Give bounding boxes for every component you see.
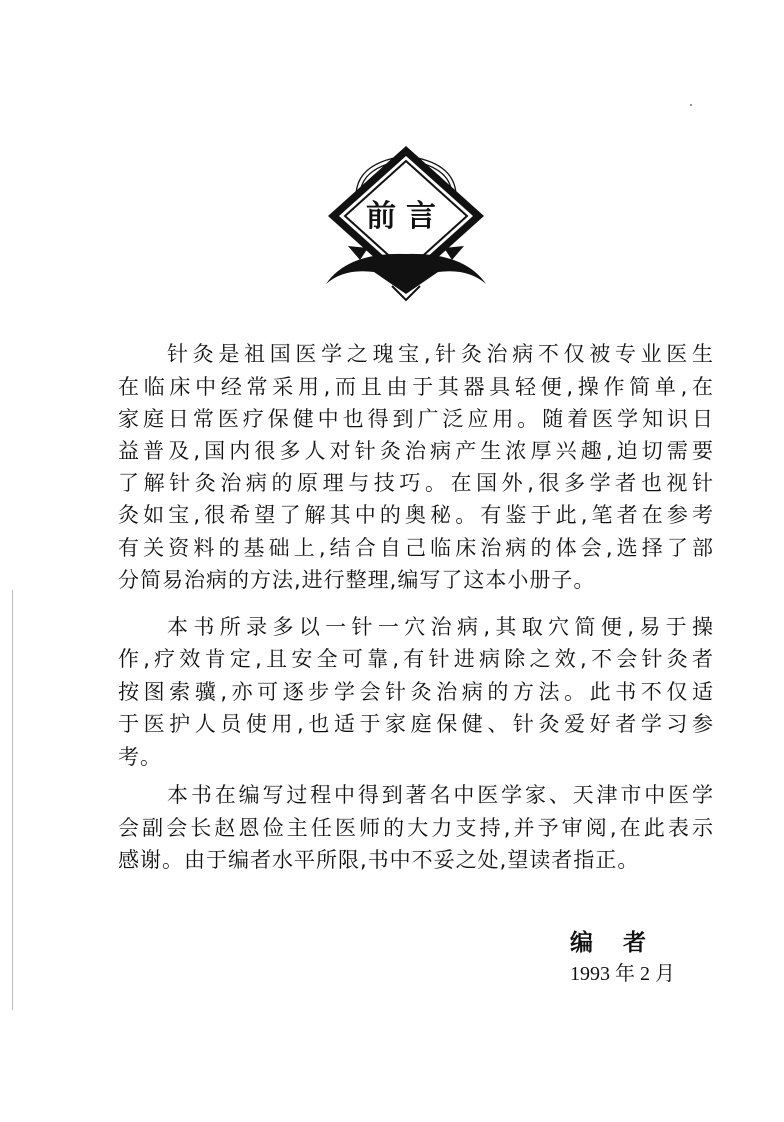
paragraph-line: 于医护人员使用,也适于家庭保健、针灸爱好者学习参: [118, 712, 713, 736]
paragraph-line: 按图索骥,亦可逐步学会针灸治病的方法。此书不仅适: [118, 680, 713, 704]
heading-text: 前言: [366, 199, 446, 234]
author-signature: 编者: [570, 929, 676, 956]
preface-heading-logo: [318, 144, 494, 306]
date-line: 1993 年 2 月: [570, 963, 675, 985]
paragraph-line: 考。: [118, 745, 162, 769]
page-edge-line: [12, 590, 13, 1010]
paragraph-line: 了解针灸治病的原理与技巧。在国外,很多学者也视针: [118, 471, 713, 495]
paragraph-line: 作,疗效肯定,且安全可靠,有针进病除之效,不会针灸者: [118, 647, 713, 671]
paragraph-line: 本书所录多以一针一穴治病,其取穴简便,易于操: [167, 615, 713, 639]
paragraph-line: 在临床中经常采用,而且由于其器具轻便,操作简单,在: [118, 375, 713, 399]
paragraph-line: 针灸是祖国医学之瑰宝,针灸治病不仅被专业医生: [167, 342, 713, 366]
paragraph-line: 分简易治病的方法,进行整理,编写了这本小册子。: [118, 568, 596, 592]
paragraph-line: 有关资料的基础上,结合自己临床治病的体会,选择了部: [118, 536, 713, 560]
paragraph-line: 益普及,国内很多人对针灸治病产生浓厚兴趣,迫切需要: [118, 439, 713, 463]
scan-speck: [690, 104, 692, 106]
paragraph-line: 感谢。由于编者水平所限,书中不妥之处,望读者指正。: [118, 848, 640, 872]
paragraph-line: 本书在编写过程中得到著名中医学家、天津市中医学: [167, 783, 713, 807]
paragraph-line: 灸如宝,很希望了解其中的奥秘。有鉴于此,笔者在参考: [118, 503, 713, 527]
paragraph-line: 家庭日常医疗保健中也得到广泛应用。随着医学知识日: [118, 407, 713, 431]
paragraph-line: 会副会长赵恩俭主任医师的大力支持,并予审阅,在此表示: [118, 816, 713, 840]
